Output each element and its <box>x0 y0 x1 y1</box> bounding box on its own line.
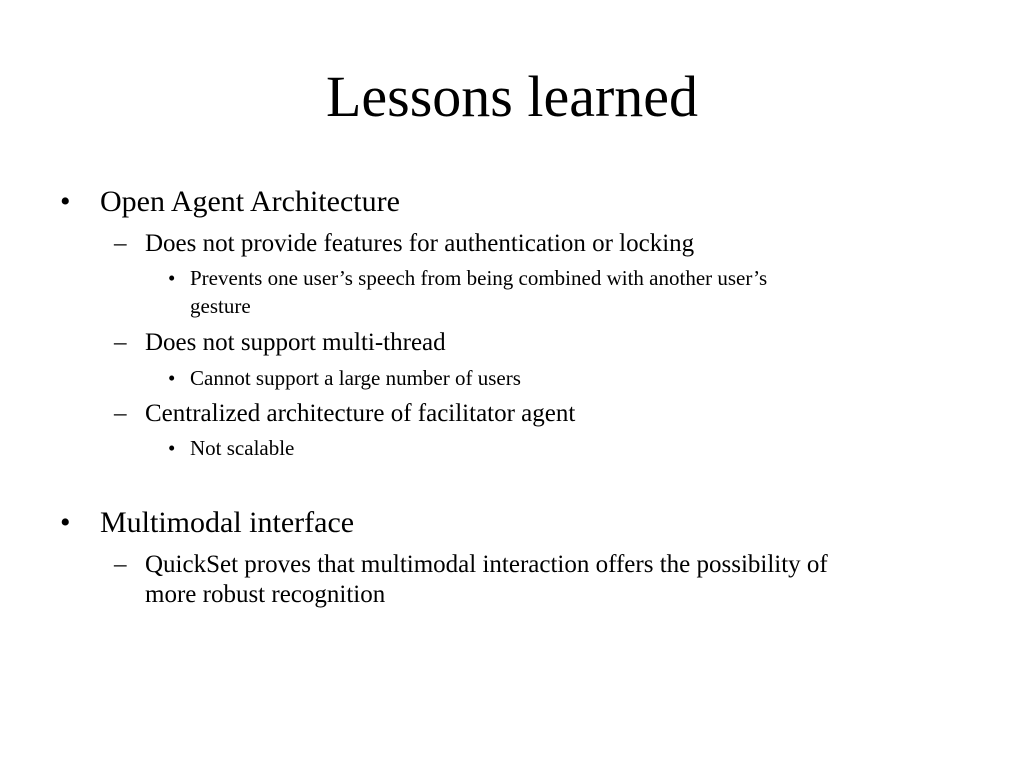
dash-marker: – <box>114 551 127 578</box>
sub-sub-bullet-prevents-line2: gesture <box>190 294 251 318</box>
sub-bullet-quickset-line2: more robust recognition <box>145 581 386 608</box>
sub-sub-bullet-large-number: Cannot support a large number of users <box>190 366 521 390</box>
dash-marker: – <box>114 329 127 356</box>
bullet-open-agent-architecture: Open Agent Architecture <box>100 185 400 218</box>
dash-marker: – <box>114 230 127 257</box>
bullet-marker: • <box>60 185 71 218</box>
bullet-marker: • <box>60 506 71 539</box>
sub-sub-bullet-prevents-line1: Prevents one user’s speech from being combined with another user’s <box>190 266 768 290</box>
sub-sub-bullet-not-scalable: Not scalable <box>190 436 295 460</box>
dash-marker: – <box>114 400 127 427</box>
bullet-multimodal-interface: Multimodal interface <box>100 506 355 539</box>
sub-bullet-authentication: Does not provide features for authentication or locking <box>145 230 695 257</box>
slide-title: Lessons learned <box>325 64 699 129</box>
sub-bullet-multi-thread: Does not support multi-thread <box>145 329 446 356</box>
sub-bullet-centralized: Centralized architecture of facilitator agent <box>145 400 576 427</box>
bullet-marker: • <box>168 436 176 460</box>
bullet-marker: • <box>168 266 176 290</box>
bullet-marker: • <box>168 366 176 390</box>
sub-bullet-quickset-line1: QuickSet proves that multimodal interaction offers the possibility of <box>145 551 828 578</box>
